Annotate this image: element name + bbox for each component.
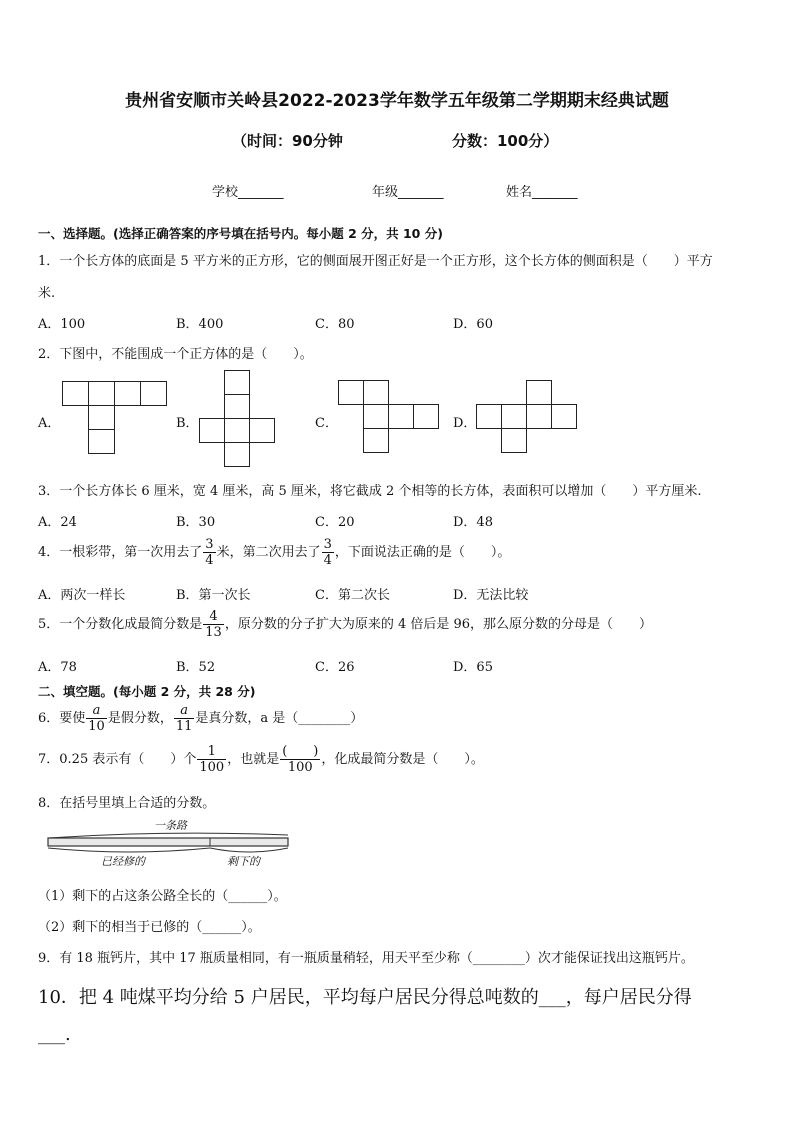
q2-label-b: B． xyxy=(176,416,199,431)
q7-part3: ，化成最简分数是（ ）。 xyxy=(321,752,484,767)
q4-part3: ，下面说法正确的是（ ）。 xyxy=(334,545,511,560)
q7-fraction2: $\frac{( )}{100}$ xyxy=(282,744,319,775)
name-field: 姓名_______ xyxy=(506,185,578,200)
q4-part2: 米，第二次用去了 xyxy=(216,545,321,560)
q5-question xyxy=(38,609,652,640)
q4-option-a: A．两次一样长 xyxy=(38,588,126,603)
q5-fraction: $\frac{4}{13}$ xyxy=(205,609,222,640)
q7-part1: 7．0.25 表示有（ ）个 xyxy=(38,752,197,767)
q2-label-c: C． xyxy=(315,416,338,431)
section1-heading: 一、选择题。(选择正确答案的序号填在括号内。每小题 2 分，共 10 分) xyxy=(38,226,443,241)
road-label: 一条路 xyxy=(154,819,187,832)
cube-net-d xyxy=(476,380,580,458)
cube-net-b xyxy=(198,370,278,468)
q3-option-a: A．24 xyxy=(38,515,77,530)
q6-fraction1: $\frac{a}{10}$ xyxy=(88,703,105,734)
q9-text: 9．有 18 瓶钙片，其中 17 瓶质量相同，有一瓶质量稍轻，用天平至少称（________）次才能保证找出这瓶钙片。 xyxy=(38,951,694,966)
q6-fraction2: $\frac{a}{11}$ xyxy=(175,703,193,734)
q8-sub2: （2）剩下的相当于已修的（______）。 xyxy=(38,920,261,935)
q4-option-c: C．第二次长 xyxy=(315,588,390,603)
cube-net-a xyxy=(62,380,172,456)
q4-fraction2: $\frac{3}{4}$ xyxy=(323,537,332,568)
remaining-label: 剩下的 xyxy=(227,855,260,868)
q6-part3: 是真分数，a 是（________） xyxy=(195,711,364,726)
q10-line1: 10．把 4 吨煤平均分给 5 户居民，平均每户居民分得总吨数的___，每户居民分得 xyxy=(38,987,692,1008)
q3-option-b: B．30 xyxy=(176,515,216,530)
repaired-label: 已经修的 xyxy=(101,855,145,868)
q4-option-b: B．第一次长 xyxy=(176,588,251,603)
q1-line2: 米. xyxy=(38,286,56,301)
q5-option-a: A．78 xyxy=(38,660,77,675)
q7-part2: ，也就是 xyxy=(227,752,280,767)
q5-option-b: B．52 xyxy=(176,660,216,675)
score-label: 分数：100分） xyxy=(452,132,559,150)
q4-fraction1: $\frac{3}{4}$ xyxy=(205,537,214,568)
school-field: 学校_______ xyxy=(212,185,284,200)
q5-part2: ，原分数的分子扩大为原来的 4 倍后是 96，那么原分数的分母是（ ） xyxy=(224,617,653,632)
q5-option-d: D．65 xyxy=(453,660,493,675)
q3-option-d: D．48 xyxy=(453,515,493,530)
page-title: 贵州省安顺市关岭县2022-2023学年数学五年级第二学期期末经典试题 xyxy=(125,91,669,111)
q6-question xyxy=(38,703,363,734)
q6-part2: 是假分数， xyxy=(107,711,173,726)
q1-option-d: D．60 xyxy=(453,317,493,332)
section2-heading: 二、填空题。(每小题 2 分，共 28 分) xyxy=(38,684,256,699)
q6-part1: 6．要使 xyxy=(38,711,86,726)
grade-field: 年级_______ xyxy=(372,185,444,200)
q1-option-c: C．80 xyxy=(315,317,355,332)
cube-net-c xyxy=(338,380,442,458)
q10-line2: ___. xyxy=(38,1024,71,1045)
q7-question xyxy=(38,744,484,775)
q3-option-c: C．20 xyxy=(315,515,355,530)
q1-option-a: A．100 xyxy=(38,317,86,332)
q4-question xyxy=(38,537,510,568)
q4-part1: 4．一根彩带，第一次用去了 xyxy=(38,545,203,560)
q1-option-b: B．400 xyxy=(176,317,224,332)
time-label: （时间：90分钟 xyxy=(232,132,343,150)
q2-text: 2．下图中，不能围成一个正方体的是（ ）。 xyxy=(38,347,313,362)
q7-fraction1: $\frac{1}{100}$ xyxy=(199,744,225,775)
q8-text: 8．在括号里填上合适的分数。 xyxy=(38,796,216,811)
q8-sub1: （1）剩下的占这条公路全长的（______）。 xyxy=(38,889,287,904)
q3-text: 3．一个长方体长 6 厘米，宽 4 厘米，高 5 厘米，将它截成 2 个相等的长方体，表面积可以增加（ ）平方厘米. xyxy=(38,484,702,499)
q5-part1: 5．一个分数化成最简分数是 xyxy=(38,617,203,632)
q2-label-a: A． xyxy=(38,416,61,431)
q1-line1: 1．一个长方体的底面是 5 平方米的正方形，它的侧面展开图正好是一个正方形，这个长方体的侧面积是（ ）平方 xyxy=(38,254,713,269)
q2-label-d: D． xyxy=(453,416,477,431)
q5-option-c: C．26 xyxy=(315,660,355,675)
q4-option-d: D．无法比较 xyxy=(453,588,529,603)
